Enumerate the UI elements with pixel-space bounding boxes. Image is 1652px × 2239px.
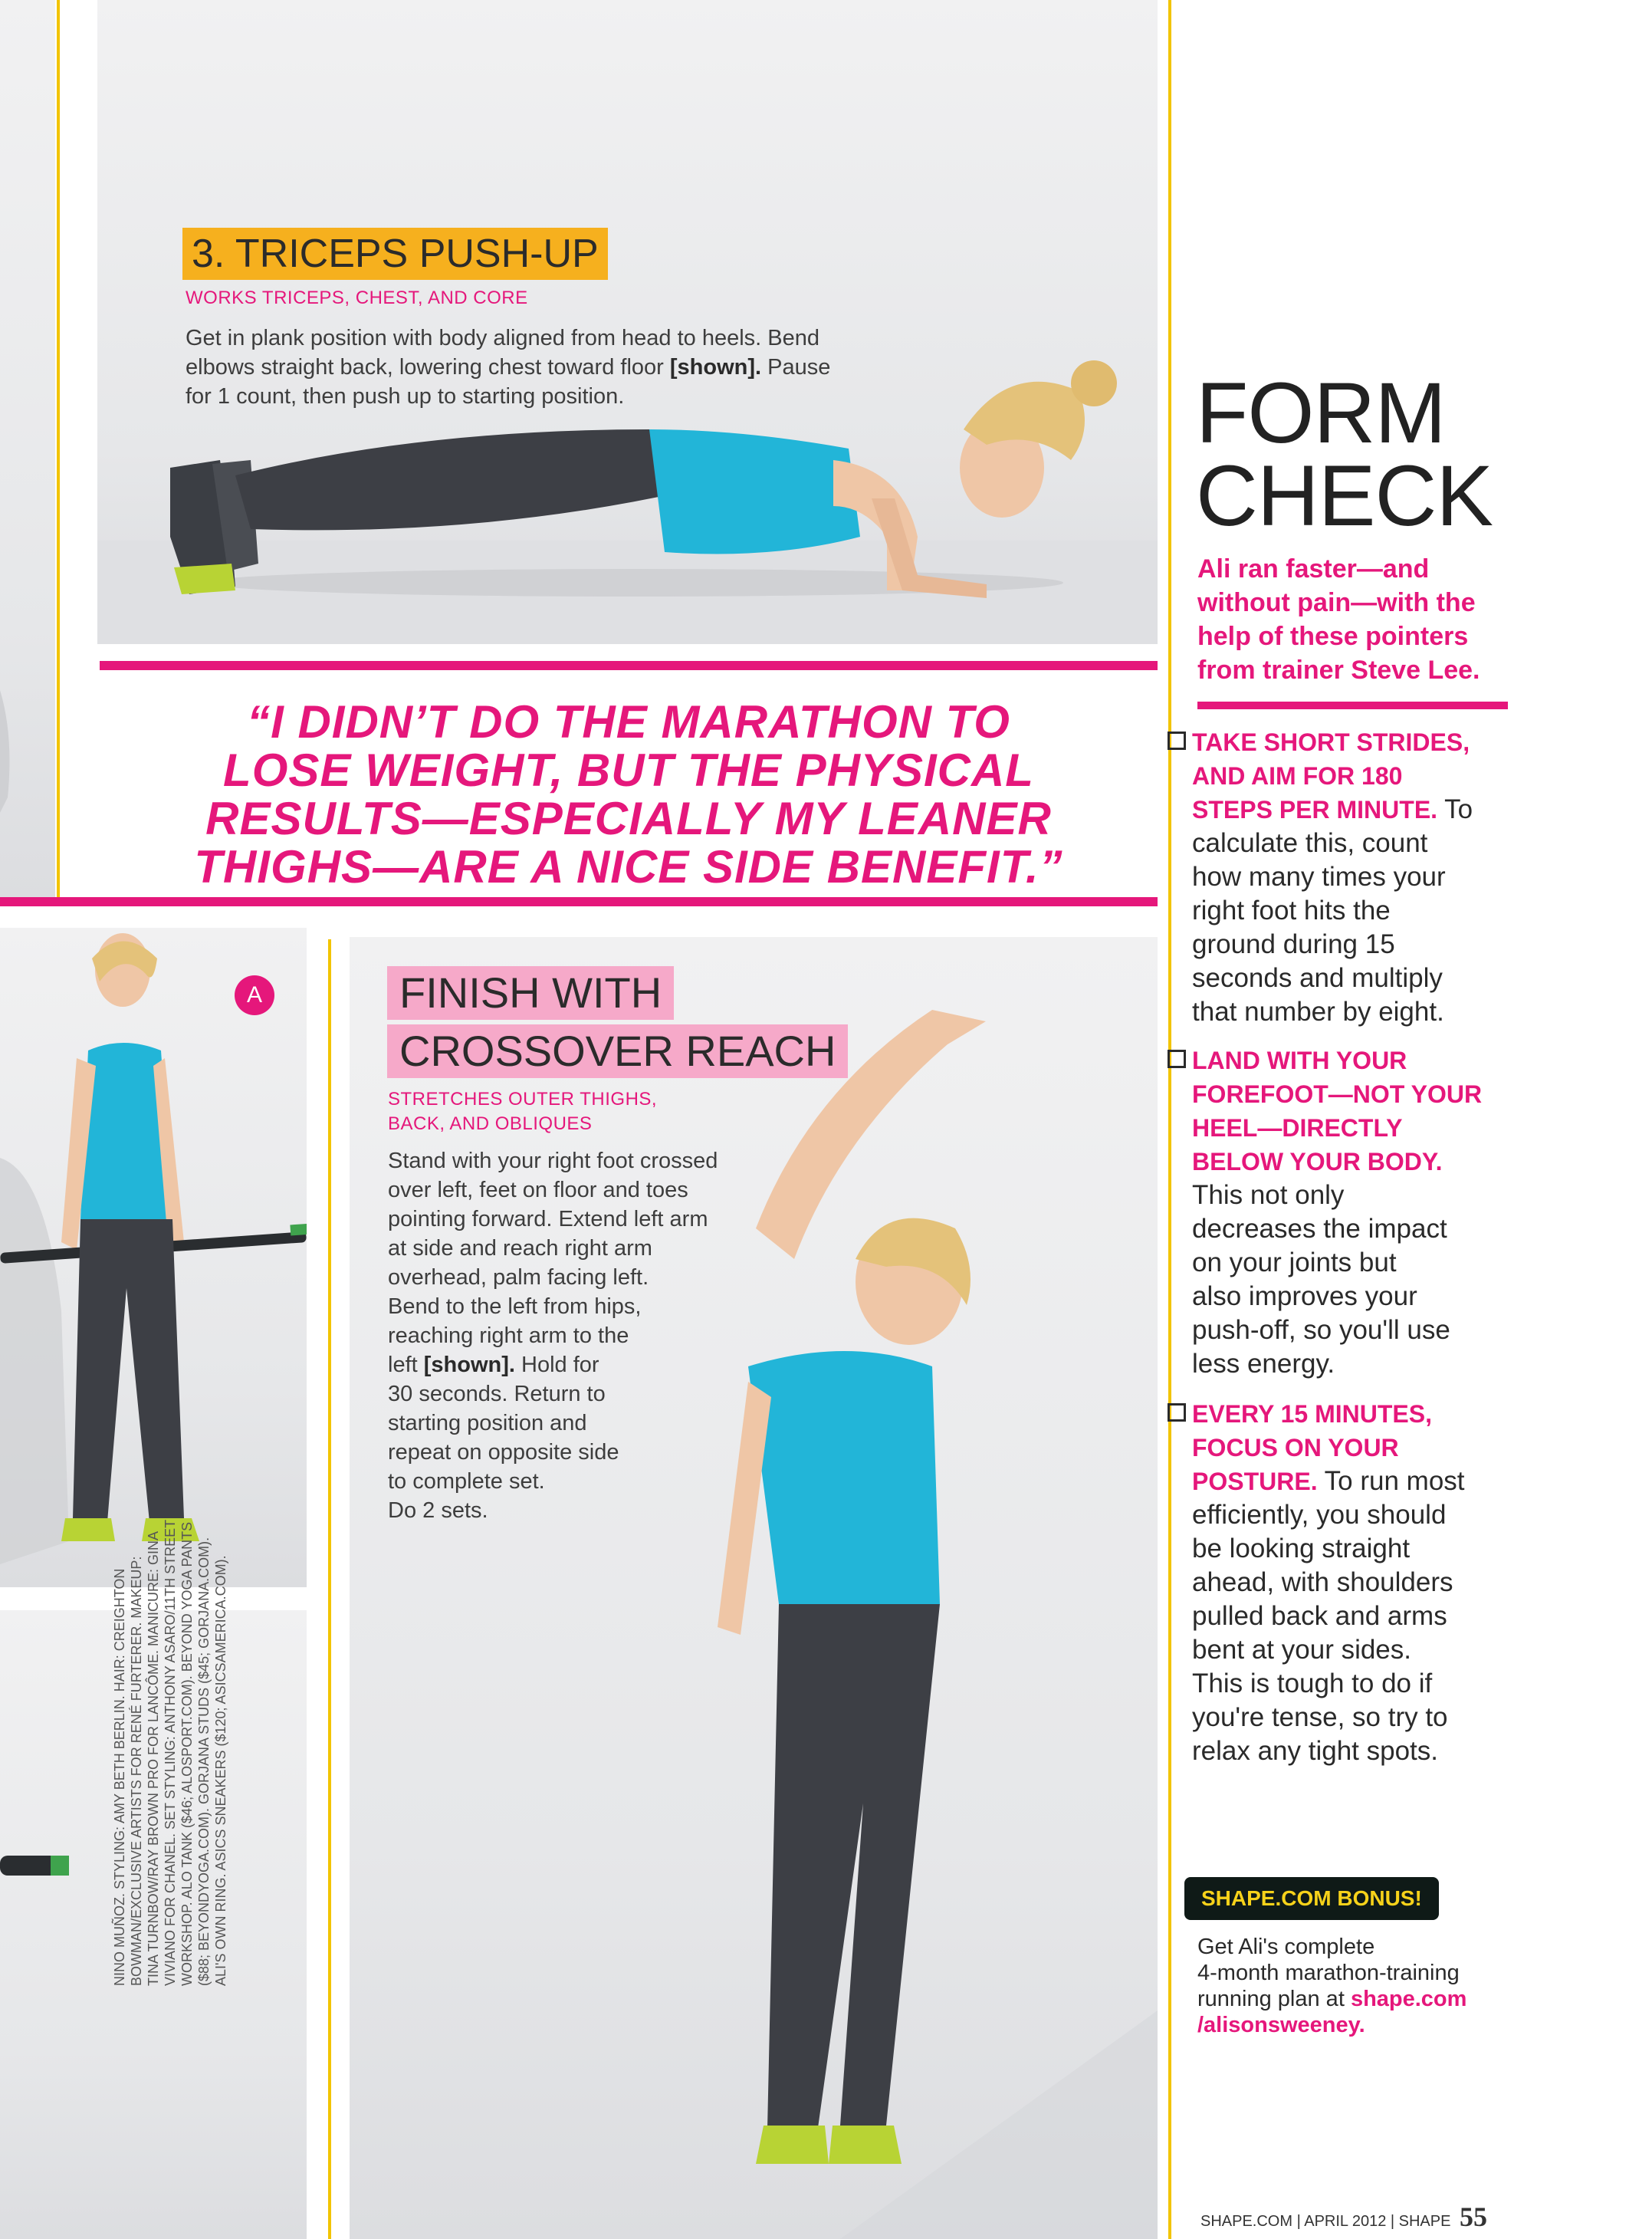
tip-heading-line: BELOW YOUR BODY. bbox=[1192, 1148, 1443, 1175]
crossover-line: Stand with your right foot crossed bbox=[388, 1149, 718, 1173]
right-yellow-rule bbox=[1168, 0, 1171, 2239]
page-number: 55 bbox=[1460, 2201, 1488, 2232]
pushup-text: elbows straight back, lowering chest toward floor bbox=[186, 355, 670, 380]
crossover-shown: [shown]. bbox=[423, 1353, 515, 1377]
tip-line: This is tough to do if bbox=[1192, 1669, 1433, 1698]
badge-a: A bbox=[235, 975, 274, 1015]
crossover-line: starting position and bbox=[388, 1411, 587, 1435]
credit-line: VIVIANO FOR CHANEL. SET STYLING: ANTHONY ASARO/11TH STREET bbox=[163, 1519, 178, 1986]
pushup-shown: [shown]. bbox=[669, 355, 762, 380]
crossover-line: Bend to the left from hips, bbox=[388, 1294, 642, 1319]
tip-line: right foot hits the bbox=[1192, 896, 1391, 926]
crossover-line: pointing forward. Extend left arm bbox=[388, 1207, 708, 1231]
credit-line: TINA TURNBOW/RAY BROWN PRO FOR LANCÔME. MANICURE: GINA bbox=[146, 1530, 161, 1986]
intro-line: without pain—with the bbox=[1197, 588, 1476, 617]
tip-heading-line: EVERY 15 MINUTES, bbox=[1192, 1400, 1432, 1428]
pushup-line: Get in plank position with body aligned from head to heels. Bend bbox=[186, 326, 820, 350]
credit-line: ($88; BEYONDYOGA.COM). GORJANA STUDS ($45; GORJANA.COM). bbox=[196, 1537, 212, 1986]
quote-bottom-rule bbox=[0, 897, 1158, 906]
tip-mixed-line bbox=[1192, 1465, 1522, 1498]
intro-line: help of these pointers bbox=[1197, 622, 1469, 651]
photo-credits bbox=[111, 1143, 229, 1986]
pushup-title: 3. TRICEPS PUSH-UP bbox=[182, 228, 608, 280]
crossover-line: to complete set. bbox=[388, 1469, 545, 1494]
crossover-sub-line: BACK, AND OBLIQUES bbox=[388, 1113, 593, 1134]
credit-line: NINO MUÑOZ. STYLING: AMY BETH BERLIN. HAIR: CREIGHTON bbox=[112, 1568, 127, 1986]
bonus-badge: SHAPE.COM BONUS! bbox=[1184, 1877, 1439, 1920]
quote-line: LOSE WEIGHT, BUT THE PHYSICAL bbox=[223, 745, 1034, 796]
tip-heading-line: TAKE SHORT STRIDES, bbox=[1192, 728, 1470, 756]
credit-line: WORKSHOP. ALO TANK ($46; ALOSPORT.COM). BEYOND YOGA PANTS bbox=[179, 1521, 195, 1986]
form-check-title-line: FORM bbox=[1196, 365, 1446, 461]
tip-line: This not only bbox=[1192, 1180, 1345, 1210]
crossover-line: Do 2 sets. bbox=[388, 1498, 488, 1523]
pushup-photo bbox=[97, 0, 1158, 644]
tip-line: that number by eight. bbox=[1192, 997, 1444, 1027]
crossover-line: repeat on opposite side bbox=[388, 1440, 619, 1465]
crossover-text: left bbox=[388, 1353, 424, 1377]
crossover-line: 30 seconds. Return to bbox=[388, 1382, 606, 1406]
footer-text: SHAPE.COM | APRIL 2012 | SHAPE bbox=[1200, 2213, 1451, 2230]
tip-line: also improves your bbox=[1192, 1281, 1417, 1311]
tip-line: seconds and multiply bbox=[1192, 963, 1443, 993]
tip-1 bbox=[1192, 725, 1522, 1029]
tip-text: To run most bbox=[1317, 1466, 1465, 1496]
tip-line: less energy. bbox=[1192, 1349, 1335, 1379]
middle-yellow-rule bbox=[328, 939, 331, 2239]
quote-line: THIGHS—ARE A NICE SIDE BENEFIT.” bbox=[194, 841, 1063, 893]
tip-line: ground during 15 bbox=[1192, 929, 1395, 959]
tip-line: how many times your bbox=[1192, 862, 1446, 892]
tip-heading-end: POSTURE. bbox=[1192, 1468, 1318, 1495]
checkbox-icon bbox=[1168, 1050, 1186, 1068]
tip-heading-line: HEEL—DIRECTLY bbox=[1192, 1114, 1403, 1142]
crossover-line: at side and reach right arm bbox=[388, 1236, 652, 1261]
crossover-sub-line: STRETCHES OUTER THIGHS, bbox=[388, 1089, 658, 1110]
intro-line: Ali ran faster—and bbox=[1197, 554, 1430, 584]
crossover-line: overhead, palm facing left. bbox=[388, 1265, 649, 1290]
tip-line: on your joints but bbox=[1192, 1248, 1397, 1277]
pushup-line bbox=[186, 353, 952, 382]
tip-heading-line: AND AIM FOR 180 bbox=[1192, 762, 1403, 790]
tip-line: relax any tight spots. bbox=[1192, 1736, 1438, 1766]
page-footer bbox=[1200, 2201, 1487, 2233]
pushup-works: WORKS TRICEPS, CHEST, AND CORE bbox=[186, 288, 528, 308]
crossover-line: over left, feet on floor and toes bbox=[388, 1178, 688, 1202]
crossover-line: reaching right arm to the bbox=[388, 1323, 629, 1348]
tip-line: ahead, with shoulders bbox=[1192, 1567, 1453, 1597]
tip-line: push-off, so you'll use bbox=[1192, 1315, 1450, 1345]
checkbox-icon bbox=[1168, 1403, 1186, 1422]
crossover-sub bbox=[388, 1087, 657, 1136]
credit-line: ALI'S OWN RING. ASICS SNEAKERS ($120; ASICSAMERICA.COM). bbox=[213, 1555, 228, 1986]
bonus-link[interactable]: shape.com bbox=[1350, 1987, 1467, 2011]
pushup-line: for 1 count, then push up to starting position. bbox=[186, 384, 625, 409]
pull-quote bbox=[100, 698, 1158, 891]
tip-heading-line: FOCUS ON YOUR bbox=[1192, 1434, 1399, 1461]
tip-heading-end: STEPS PER MINUTE. bbox=[1192, 796, 1438, 824]
intro-line: from trainer Steve Lee. bbox=[1197, 656, 1480, 685]
bonus-line: Get Ali's complete bbox=[1197, 1935, 1375, 1959]
form-check-intro bbox=[1197, 552, 1519, 687]
crossover-text: Hold for bbox=[514, 1353, 599, 1377]
crossover-body bbox=[388, 1146, 787, 1525]
tip-line: decreases the impact bbox=[1192, 1214, 1447, 1244]
bonus-text-part: running plan at bbox=[1197, 1987, 1351, 2011]
form-check-title-line: CHECK bbox=[1196, 448, 1493, 544]
tip-line: you're tense, so try to bbox=[1192, 1702, 1448, 1732]
crossover-line bbox=[388, 1350, 787, 1379]
tip-text: To bbox=[1437, 794, 1473, 824]
quote-line: RESULTS—ESPECIALLY MY LEANER bbox=[205, 793, 1052, 844]
credit-line: BOWMAN/EXCLUSIVE ARTISTS FOR RENÉ FURTERER. MAKEUP: bbox=[129, 1556, 144, 1986]
quote-top-rule bbox=[100, 661, 1158, 670]
left-edge-photo bbox=[0, 0, 55, 897]
tip-line: efficiently, you should bbox=[1192, 1500, 1447, 1530]
checkbox-icon bbox=[1168, 732, 1186, 750]
bonus-line[interactable] bbox=[1197, 2012, 1535, 2038]
left-yellow-rule bbox=[57, 0, 60, 897]
bonus-line bbox=[1197, 1986, 1535, 2012]
form-check-title bbox=[1196, 365, 1493, 544]
tip-line: bent at your sides. bbox=[1192, 1635, 1411, 1665]
tip-heading-line: FOREFOOT—NOT YOUR bbox=[1192, 1080, 1483, 1108]
tip-heading-line: LAND WITH YOUR bbox=[1192, 1047, 1407, 1074]
tip-2 bbox=[1192, 1044, 1522, 1381]
tip-line: calculate this, count bbox=[1192, 828, 1428, 858]
tip-3 bbox=[1192, 1397, 1522, 1768]
form-check-rule bbox=[1197, 702, 1508, 709]
tip-line: pulled back and arms bbox=[1192, 1601, 1447, 1631]
bonus-text bbox=[1197, 1934, 1535, 2038]
left-edge-figure bbox=[0, 0, 55, 897]
crossover-title-line: FINISH WITH bbox=[387, 966, 674, 1020]
crossover-title bbox=[387, 966, 848, 1078]
crossover-title-line: CROSSOVER REACH bbox=[387, 1024, 848, 1078]
tip-mixed-line bbox=[1192, 793, 1522, 827]
pushup-text: Pause bbox=[761, 355, 831, 380]
bonus-line: 4-month marathon-training bbox=[1197, 1961, 1460, 1985]
tip-line: be looking straight bbox=[1192, 1534, 1411, 1563]
bonus-link[interactable]: /alisonsweeney. bbox=[1197, 2013, 1365, 2037]
pushup-figure bbox=[97, 0, 1158, 644]
pushup-body bbox=[186, 324, 952, 411]
quote-line: “I DIDN’T DO THE MARATHON TO bbox=[247, 696, 1010, 748]
